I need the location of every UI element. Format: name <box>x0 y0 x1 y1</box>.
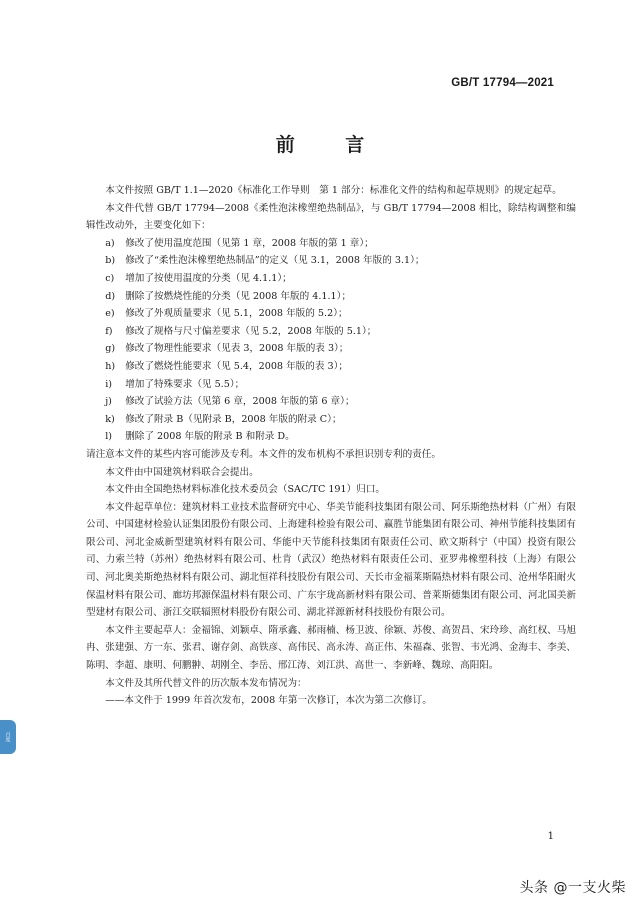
list-item <box>86 305 576 323</box>
list-item <box>86 323 576 341</box>
list-item-text: 增加了特殊要求（见 5.5）； <box>125 378 245 390</box>
list-marker: k) <box>105 413 115 425</box>
list-marker: c) <box>105 272 115 284</box>
paragraph-history-intro: 本文件及其所代替文件的历次版本发布情况为： <box>105 677 307 689</box>
document-body <box>86 182 576 710</box>
list-item-text: 删除了按燃烧性能的分类（见 2008 年版的 4.1.1）； <box>125 290 352 302</box>
list-item-text: 修改了规格与尺寸偏差要求（见 5.2，2008 年版的 5.1）； <box>125 325 377 337</box>
list-item <box>86 252 576 270</box>
list-item-text: 修改了物理性能要求（见表 3，2008 年版的表 3）； <box>125 343 349 355</box>
list-marker: h) <box>105 360 116 372</box>
changes-list <box>86 235 576 446</box>
list-marker: f) <box>105 325 113 337</box>
list-item <box>86 288 576 306</box>
list-item <box>86 235 576 253</box>
standard-code: GB/T 17794—2021 <box>451 77 554 89</box>
list-item-text: 增加了按使用温度的分类（见 4.1.1）； <box>125 272 292 284</box>
list-item <box>86 428 576 446</box>
paragraph-patent-notice: 请注意本文件的某些内容可能涉及专利。本文件的发布机构不承担识别专利的责任。 <box>86 448 441 460</box>
list-item-text: 修改了附录 B（见附录 B，2008 年版的附录 C）； <box>125 413 342 425</box>
list-item-text: 删除了 2008 年版的附录 B 和附录 D。 <box>125 431 295 443</box>
list-item <box>86 411 576 429</box>
list-item <box>86 393 576 411</box>
list-item <box>86 270 576 288</box>
paragraph-drafting-units: 本文件起草单位：建筑材料工业技术监督研究中心、华美节能科技集团有限公司、阿乐斯绝热材料（广州）有限公司、中国建材检验认证集团股份有限公司、上海建科检验有限公司、赢胜节能集团有限公司、神州节能科技集团有限公司、河北金威新型建筑材料有限公司、华能中天节能科技集团有限责任公司、欧文斯科宁（中国）投资有限公司、力索兰特（苏州）绝热材料有限公司、杜肯（武汉）绝热材料有限责任公司、亚罗弗橡塑科技（上海）有限公司、河北奥美斯绝热材料有限公司、湖北恒祥科技股份有限公司、天长市金福莱斯隔热材料有限公司、沧州华阳耐火保温材料有限公司、廊坊邦源保温材料有限公司、广东宇珑高新材料有限公司、普莱斯德集团有限公司、河北国美新型建材有限公司、浙江交联辐照材料股份有限公司、湖北祥源新材科技股份有限公司。 <box>86 501 576 619</box>
list-marker: d) <box>105 290 116 302</box>
paragraph-replacement: 本文件代替 GB/T 17794—2008《柔性泡沫橡塑绝热制品》，与 GB/T 17794—2008 相比，除结构调整和编辑性改动外，主要变化如下： <box>86 202 576 232</box>
list-item-text: 修改了试验方法（见第 6 章，2008 年版的第 6 章）； <box>125 396 355 408</box>
list-item <box>86 376 576 394</box>
list-item <box>86 340 576 358</box>
list-marker: j) <box>105 396 112 408</box>
side-badge[interactable]: 百度 <box>0 720 16 754</box>
page-title: 前 言 <box>275 134 387 156</box>
list-marker: l) <box>105 431 112 443</box>
list-item-text: 修改了外观质量要求（见 5.1，2008 年版的 5.2）； <box>125 308 348 320</box>
list-marker: g) <box>105 343 116 355</box>
watermark: 头条 @一支火柴 <box>519 880 626 896</box>
paragraph-proposer: 本文件由中国建筑材料联合会提出。 <box>105 466 259 478</box>
paragraph-drafting-rules: 本文件按照 GB/T 1.1—2020《标准化工作导则 第 1 部分：标准化文件的结构和起草规则》的规定起草。 <box>105 185 562 196</box>
paragraph-history: ——本文件于 1999 年首次发布，2008 年第一次修订，本次为第二次修订。 <box>105 695 432 707</box>
paragraph-committee: 本文件由全国绝热材料标准化技术委员会（SAC/TC 191）归口。 <box>105 484 386 496</box>
paragraph-drafters: 本文件主要起草人：金福锦、刘颖卓、隋承鑫、郝雨楠、杨卫波、徐颖、苏俊、高贺昌、宋玲珍、高红权、马旭冉、张建强、方一东、张君、谢存剑、高铁彦、高伟民、高永涛、高正伟、朱福森、张智、韦光鸿、金海丰、李美、陈明、李超、康明、何鹏翀、胡刚全、李岳、邢江涛、刘江洪、高世一、李新峰、魏琼、高阳阳。 <box>86 624 576 672</box>
list-item-text: 修改了使用温度范围（见第 1 章，2008 年版的第 1 章）； <box>125 237 374 249</box>
list-marker: a) <box>105 237 115 249</box>
list-item-text: 修改了“柔性泡沫橡塑绝热制品”的定义（见 3.1，2008 年版的 3.1）； <box>125 255 425 267</box>
list-marker: i) <box>105 378 112 390</box>
list-item-text: 修改了燃烧性能要求（见 5.4，2008 年版的表 3）； <box>125 360 348 372</box>
list-marker: e) <box>105 308 115 320</box>
list-marker: b) <box>105 255 116 267</box>
list-item <box>86 358 576 376</box>
page-number: 1 <box>547 831 554 842</box>
